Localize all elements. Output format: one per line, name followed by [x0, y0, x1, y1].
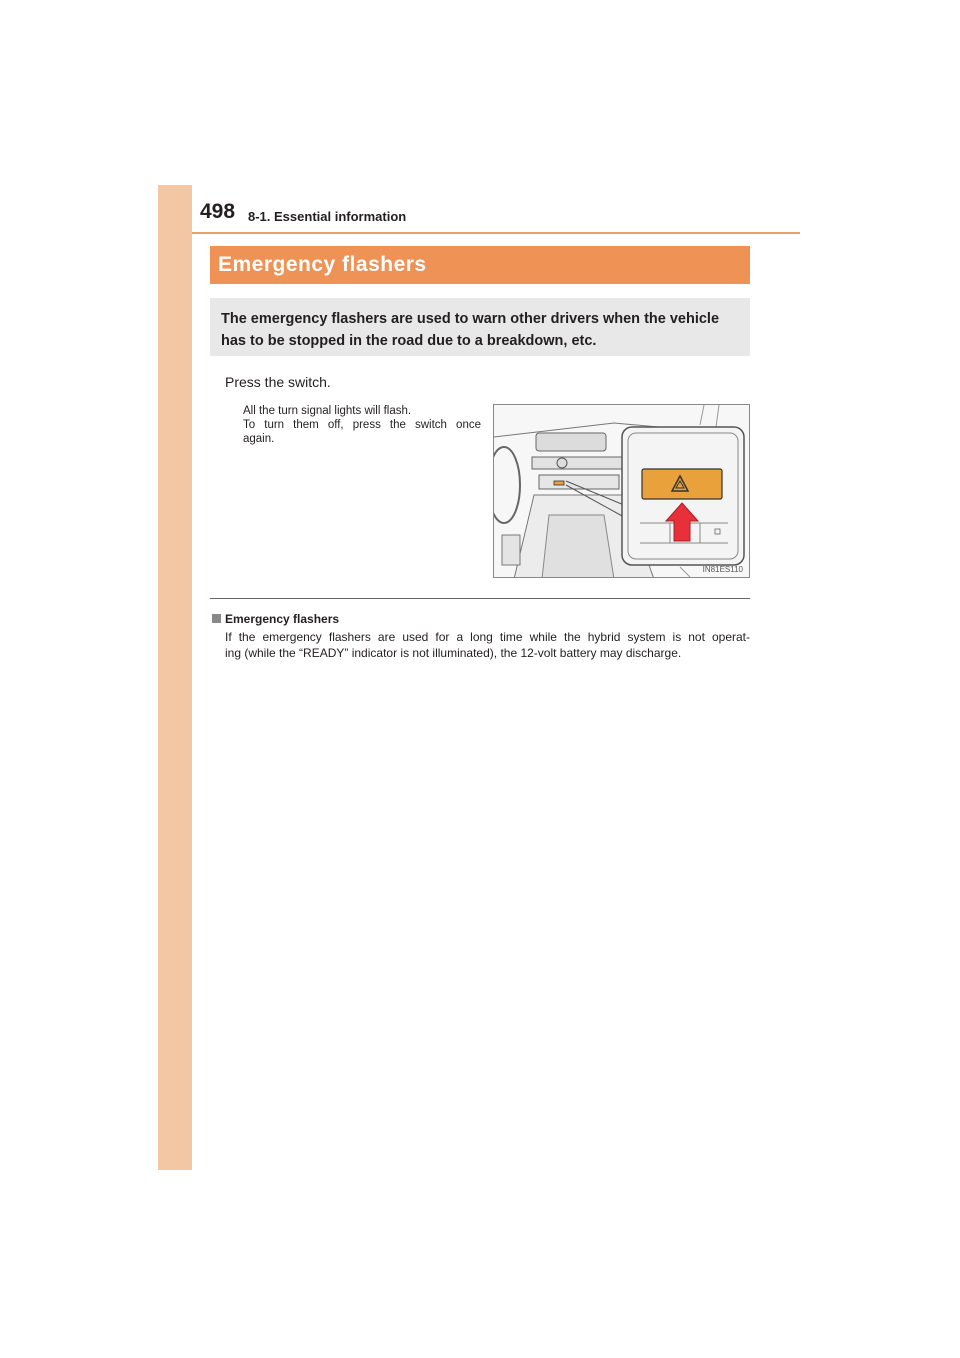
- display-screen: [536, 433, 606, 451]
- note-body-line: ing (while the “READY” indicator is not illuminated), the 12-volt battery may discharge.: [225, 646, 682, 660]
- note-title-text: Emergency flashers: [225, 612, 340, 626]
- step-detail: [243, 404, 481, 446]
- note-body: [225, 629, 750, 661]
- step-detail-line: again.: [243, 433, 275, 445]
- page-number: 498: [200, 200, 236, 223]
- section-label: 8-1. Essential information: [248, 209, 407, 224]
- step-detail-line: To turn them off, press the switch once: [243, 419, 481, 431]
- square-bullet-icon: [212, 614, 221, 623]
- page-title: Emergency flashers: [218, 253, 427, 276]
- step-instruction: Press the switch.: [225, 374, 331, 390]
- chapter-side-band: [158, 185, 192, 1170]
- intro-box: [210, 298, 750, 356]
- note-body-line: If the emergency flashers are used for a long time while the hybrid system is not operat-: [225, 630, 750, 644]
- hazard-button-small: [554, 481, 564, 485]
- page-header: [200, 200, 800, 236]
- dashboard-drawing: [494, 405, 750, 578]
- section-title-bar: [210, 246, 750, 284]
- step-detail-line: All the turn signal lights will flash.: [243, 405, 412, 417]
- header-rule: [192, 232, 800, 234]
- hazard-switch-illustration: [493, 404, 750, 578]
- intro-text: The emergency flashers are used to warn other drivers when the vehicle has to be stopped in the road due to a breakdown, etc.: [221, 311, 720, 349]
- note-title: [212, 612, 339, 626]
- note-divider: [210, 598, 750, 599]
- figure-code: IN81ES110: [702, 565, 743, 574]
- steering-wheel: [494, 447, 520, 523]
